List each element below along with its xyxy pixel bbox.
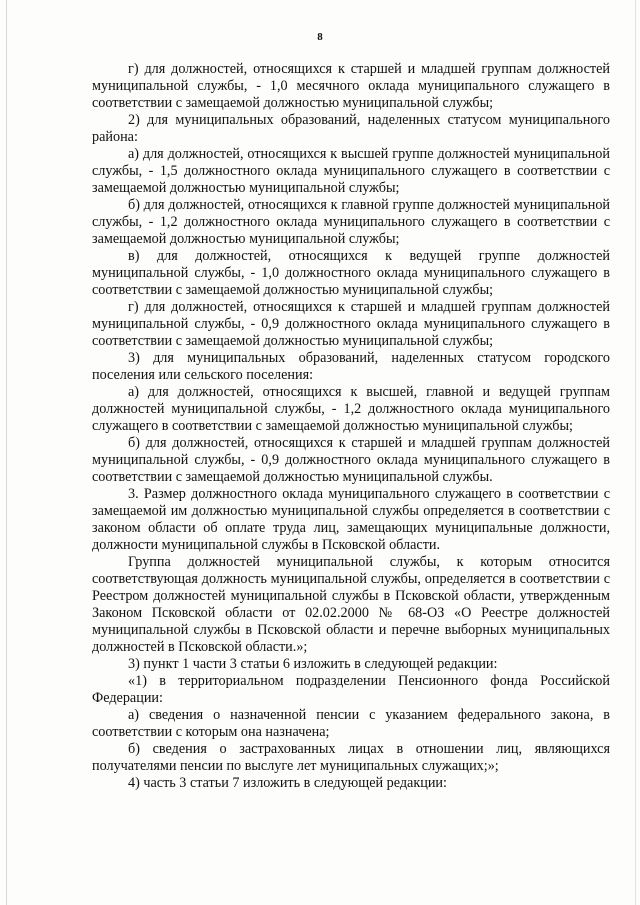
paragraph: а) для должностей, относящихся к высшей группе должностей муниципальной службы, - 1,5 должностного оклада муниципального служащего в соответствии с замещаемой должностью муниципальной службы;	[92, 146, 610, 196]
paragraph: 3) пункт 1 части 3 статьи 6 изложить в следующей редакции:	[128, 656, 498, 672]
paragraph: 2) для муниципальных образований, наделенных статусом муниципального района:	[92, 112, 610, 145]
scan-edge-right	[635, 0, 636, 905]
paragraph: «1) в территориальном подразделении Пенсионного фонда Российской Федерации:	[92, 673, 610, 706]
paragraph: в) для должностей, относящихся к ведущей группе должностей муниципальной службы, - 1,0 должностного оклада муниципального служащего в соответствии с замещаемой должностью муниципальной службы;	[92, 248, 610, 298]
paragraph: 3) для муниципальных образований, наделенных статусом городского поселения или сельского поселения:	[92, 350, 610, 383]
paragraph: г) для должностей, относящихся к старшей и младшей группам должностей муниципальной службы, - 1,0 месячного оклада муниципального служащего в соответствии с замещаемой должностью муниципальной службы;	[92, 61, 610, 111]
paragraph: 3. Размер должностного оклада муниципального служащего в соответствии с замещаемой им должностью муниципальной службы определяется в соответствии с законом области об оплате труда лиц, замещающих муниципальные должности, должности муниципальной службы в Псковской области.	[92, 486, 610, 553]
paragraph: 4) часть 3 статьи 7 изложить в следующей редакции:	[128, 775, 447, 791]
paragraph: а) сведения о назначенной пенсии с указанием федерального закона, в соответствии с которым она назначена;	[92, 707, 610, 740]
page-number: 8	[317, 31, 323, 43]
paragraph: б) для должностей, относящихся к старшей и младшей группам должностей муниципальной службы, - 0,9 должностного оклада муниципального служащего в соответствии с замещаемой должностью муниципальной службы.	[92, 435, 610, 485]
scan-edge-left	[6, 0, 7, 905]
paragraph: Группа должностей муниципальной службы, к которым относится соответствующая должность муниципальной службы, определяется в соответствии с Реестром должностей муниципальной службы в Псковской области, утвержденным Законом Псковской области от 02.02.2000 № 68-ОЗ «О Реестре должностей муниципальной службы в Псковской области и перечне выборных муниципальных должностей в Псковской области.»;	[92, 554, 610, 655]
paragraph: б) для должностей, относящихся к главной группе должностей муниципальной службы, - 1,2 должностного оклада муниципального служащего в соответствии с замещаемой должностью муниципальной службы;	[92, 197, 610, 247]
paragraph: а) для должностей, относящихся к высшей, главной и ведущей группам должностей муниципальной службы, - 1,2 должностного оклада муниципального служащего в соответствии с замещаемой должностью муниципальной службы;	[92, 384, 610, 434]
paragraph: б) сведения о застрахованных лицах в отношении лиц, являющихся получателями пенсии по выслуге лет муниципальных служащих;»;	[92, 741, 610, 774]
body-text	[92, 61, 610, 792]
paragraph: г) для должностей, относящихся к старшей и младшей группам должностей муниципальной службы, - 0,9 должностного оклада муниципального служащего в соответствии с замещаемой должностью муниципальной службы;	[92, 299, 610, 349]
